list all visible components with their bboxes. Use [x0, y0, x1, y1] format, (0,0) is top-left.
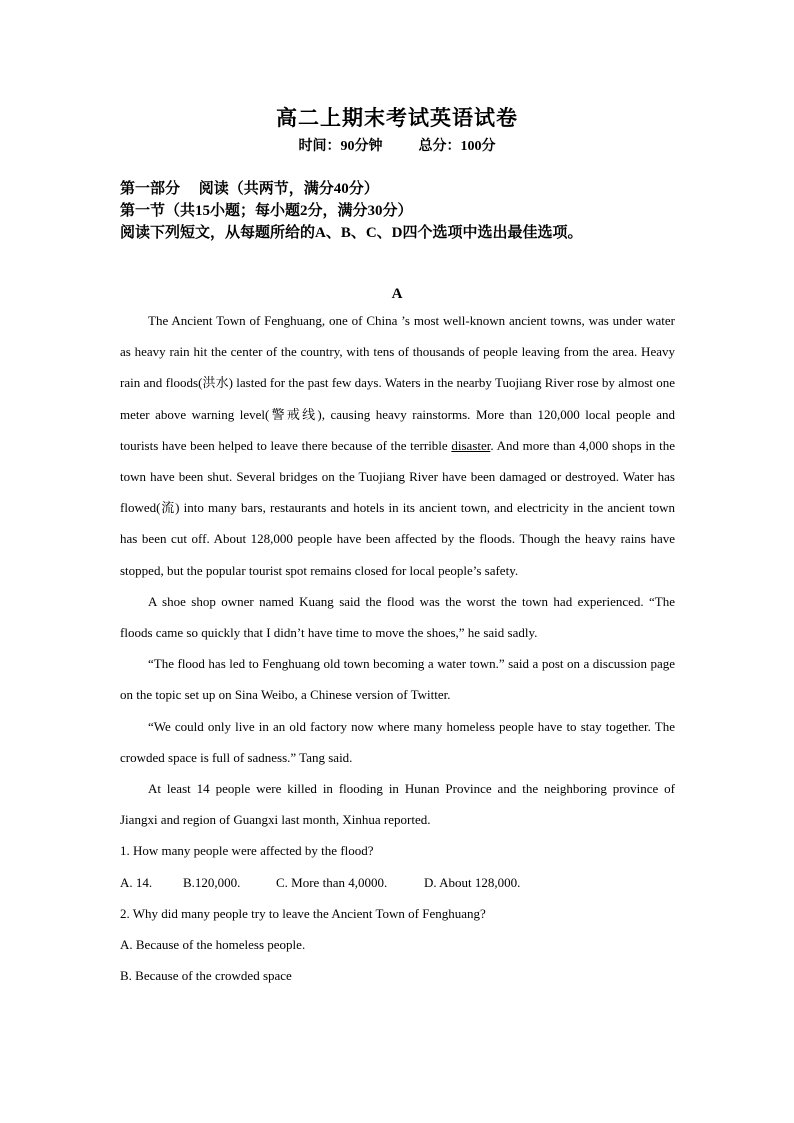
- page-title: 高二上期末考试英语试卷: [276, 106, 518, 130]
- exam-time: 时间：90分钟: [298, 139, 383, 154]
- option-d: D. About 128,000.: [424, 874, 521, 890]
- exam-info: [0, 136, 794, 158]
- option-b: B.120,000.: [183, 874, 241, 890]
- part-heading: 第一部分 阅读（共两节，满分40分）: [120, 181, 379, 197]
- paragraph-3: “The flood has led to Fenghuang old town becoming a water town.” said a post on a discussion page on the topic set up on Sina Weibo, a Chinese version of Twitter.: [120, 656, 675, 703]
- passage-body: [120, 305, 675, 991]
- question-1: 1. How many people were affected by the flood?: [120, 843, 374, 859]
- option-a: A. 14.: [120, 874, 153, 890]
- option-c: C. More than 4,0000.: [276, 874, 388, 890]
- instruction-text: 阅读下列短文，从每题所给的A、B、C、D四个选项中选出最佳选项。: [120, 225, 583, 241]
- question-2-option-b: B. Because of the crowded space: [120, 968, 292, 984]
- exam-total-score: 总分：100分: [418, 139, 496, 154]
- paragraph-2: A shoe shop owner named Kuang said the flood was the worst the town had experienced. “The floods came so quickly that I didn’t have time to move the shoes,” he said sadly.: [120, 593, 675, 641]
- passage-letter: A: [391, 286, 403, 302]
- question-2-option-a: A. Because of the homeless people.: [120, 937, 306, 953]
- question-1-options: [120, 867, 675, 898]
- underlined-word: disaster: [451, 437, 491, 453]
- paragraph-5: At least 14 people were killed in flooding in Hunan Province and the neighboring province of Jiangxi and region of Guangxi last month, Xinhua reported.: [120, 781, 675, 828]
- subsection-heading: 第一节（共15小题；每小题2分，满分30分）: [120, 203, 413, 219]
- paragraph-1-part-b: . And more than 4,000 shops in the town have been shut. Several bridges on the Tuojiang River have been damaged or destroyed. Water has flowed(流) into many bars, restaurants and hotels in its ancient town, and electricity in the ancient town has been cut off. About 128,000 people have been affected by the floods. Though the heavy rains have stopped, but the popular tourist spot remains closed for local people’s safety.: [120, 437, 675, 578]
- question-2: 2. Why did many people try to leave the Ancient Town of Fenghuang?: [120, 905, 486, 921]
- section-headings: [120, 178, 680, 244]
- paragraph-4: “We could only live in an old factory now where many homeless people have to stay together. The crowded space is full of sadness.” Tang said.: [120, 718, 675, 765]
- paragraph-1-part-a: The Ancient Town of Fenghuang, one of China ’s most well-known ancient towns, was under water as heavy rain hit the center of the country, with tens of thousands of people leaving from the area. Heavy rain and floods(洪水) lasted for the past few days. Waters in the nearby Tuojiang River rose by almost one meter above warning level(警戒线), causing heavy rainstorms. More than 120,000 local people and tourists have been helped to leave there because of the terrible: [120, 313, 675, 453]
- paragraph-1: [120, 305, 675, 586]
